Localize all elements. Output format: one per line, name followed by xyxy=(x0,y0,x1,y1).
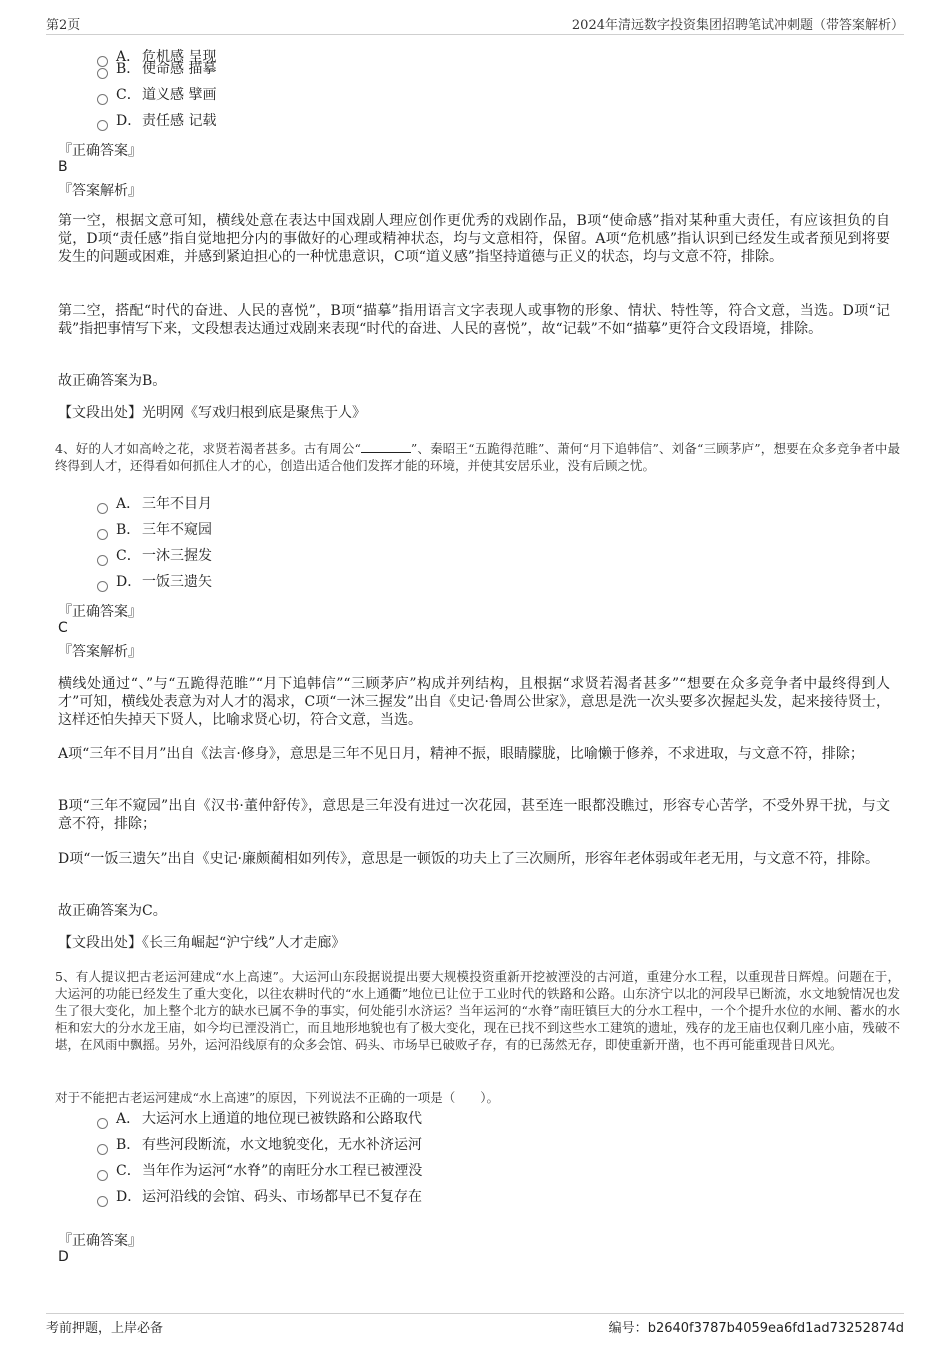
option-d[interactable]: D．责任感 记载 xyxy=(97,112,216,130)
radio-icon[interactable] xyxy=(97,1196,108,1207)
fill-blank xyxy=(361,440,411,453)
option-c[interactable]: C．一沐三握发 xyxy=(97,547,212,565)
radio-icon[interactable] xyxy=(97,94,108,105)
option-b[interactable]: B． 有些河段断流，水文地貌变化，无水补济运河 xyxy=(97,1136,422,1154)
radio-icon[interactable] xyxy=(97,120,108,131)
document-code: 编号：b2640f3787b4059ea6fd1ad73252874d xyxy=(608,1321,904,1336)
question-stem: 4、好的人才如高岭之花，求贤若渴者甚多。古有周公“ ”、秦昭王“五跪得范睢”、萧何“月下追韩信”、刘备“三顾茅庐”，想要在众多竞争者中最终得到人才，还得看如何抓住人才的心，创造出适合他们发挥才能的环境，并使其安居乐业，没有后顾之忧。 xyxy=(55,441,900,473)
page-footer xyxy=(46,1313,904,1334)
answer-value: B xyxy=(58,159,68,175)
analysis-paragraph: 横线处通过“、”与“五跪得范睢”“月下追韩信”“三顾茅庐”构成并列结构，且根据“求贤若渴者甚多”“想要在众多竞争者中最终得到人才”可知，横线处表意为对人才的渴求，C项“一沐三握发”出自《史记·鲁周公世家》，意思是洗一次头要多次握起头发，起来接待贤士，这样还怕失掉天下贤人，比喻求贤心切，符合文意，当选。 xyxy=(58,676,890,728)
source-citation: 【文段出处】光明网《写戏归根到底是聚焦于人》 xyxy=(58,405,366,421)
question-stem: 5、有人提议把古老运河建成“水上高速”。大运河山东段据说提出要大规模投资重新开挖被湮没的古河道，重建分水工程，以重现昔日辉煌。问题在于，大运河的功能已经发生了重大变化，以往农耕时代的“水上通衢”地位已让位于工业时代的铁路和公路。山东济宁以北的河段早已断流，水文地貌情况也发生了很大变化，加上整个北方的缺水已属不争的事实，何处能引水济运？当年运河的“水脊”南旺镇巨大的分水工程中，一个个提升水位的水闸、蓄水的水柜和宏大的分水龙王庙，如今均已湮没消亡，而且地形地貌也有了极大变化，现在已找不到这些水工建筑的遗址，残存的龙王庙也仅剩几座小庙，残破不堪，在风雨中飘摇。另外，运河沿线原有的众多会馆、码头、市场早已破败孑存，有的已荡然无存，即使重新开凿，也不再可能重现昔日风光。 xyxy=(55,969,900,1052)
analysis-paragraph: B项“三年不窥园”出自《汉书·董仲舒传》，意思是三年没有进过一次花园，甚至连一眼都没瞧过，形容专心苦学，不受外界干扰，与文意不符，排除； xyxy=(58,798,890,832)
radio-icon[interactable] xyxy=(97,1170,108,1181)
analysis-label: 『答案解析』 xyxy=(58,183,142,199)
radio-icon[interactable] xyxy=(97,581,108,592)
analysis-paragraph: 第一空，根据文意可知，横线处意在表达中国戏剧人理应创作更优秀的戏剧作品，B项“使命感”指对某种重大责任，有应该担负的自觉，D项“责任感”指自觉地把分内的事做好的心理或精神状态，均与文意相符，保留。A项“危机感”指认识到已经发生或者预见到将要发生的问题或困难，并感到紧迫担心的一种忧患意识，C项“道义感”指坚持道德与正义的状态，均与文意不符，排除。 xyxy=(58,213,890,265)
document-title: 2024年清远数字投资集团招聘笔试冲刺题（带答案解析） xyxy=(571,18,904,33)
answer-value: C xyxy=(58,620,68,636)
analysis-conclusion: 故正确答案为C。 xyxy=(58,903,167,919)
answer-label: 『正确答案』 xyxy=(58,1233,142,1249)
source-citation: 【文段出处】《长三角崛起“沪宁线”人才走廊》 xyxy=(58,935,346,951)
analysis-paragraph: 第二空，搭配“时代的奋进、人民的喜悦”，B项“描摹”指用语言文字表现人或事物的形象、情状、特性等，符合文意，当选。D项“记载”指把事情写下来，文段想表达通过戏剧来表现“时代的奋进、人民的喜悦”，故“记载”不如“描摹”更符合文段语境，排除。 xyxy=(58,303,890,337)
radio-icon[interactable] xyxy=(97,1118,108,1129)
option-c[interactable]: C．道义感 擘画 xyxy=(97,86,216,104)
radio-icon[interactable] xyxy=(97,503,108,514)
option-a[interactable]: A． 危机感 呈现 xyxy=(97,48,216,66)
option-b[interactable]: B． 三年不窥园 xyxy=(97,521,212,539)
option-b[interactable]: B． 使命感 描摹 xyxy=(97,60,216,78)
radio-icon[interactable] xyxy=(97,529,108,540)
page-number: 第2页 xyxy=(46,18,81,33)
option-c[interactable]: C．当年作为运河“水脊”的南旺分水工程已被湮没 xyxy=(97,1162,422,1180)
option-d[interactable]: D．一饭三遗矢 xyxy=(97,573,212,591)
page-header xyxy=(46,10,904,35)
radio-icon[interactable] xyxy=(97,68,108,79)
question-prompt: 对于不能把古老运河建成“水上高速”的原因，下列说法不正确的一项是（ ）。 xyxy=(55,1090,500,1105)
footer-slogan: 考前押题，上岸必备 xyxy=(46,1321,164,1336)
analysis-paragraph: D项“一饭三遗矢”出自《史记·廉颇蔺相如列传》，意思是一顿饭的功夫上了三次厕所，形容年老体弱或年老无用，与文意不符，排除。 xyxy=(58,851,879,867)
analysis-label: 『答案解析』 xyxy=(58,644,142,660)
answer-label: 『正确答案』 xyxy=(58,604,142,620)
radio-icon[interactable] xyxy=(97,555,108,566)
option-a[interactable]: A． 三年不目月 xyxy=(97,495,212,513)
option-d[interactable]: D．运河沿线的会馆、码头、市场都早已不复存在 xyxy=(97,1188,422,1206)
answer-value: D xyxy=(58,1249,69,1265)
analysis-conclusion: 故正确答案为B。 xyxy=(58,373,167,389)
option-a[interactable]: A． 大运河水上通道的地位现已被铁路和公路取代 xyxy=(97,1110,422,1128)
radio-icon[interactable] xyxy=(97,1144,108,1155)
analysis-paragraph: A项“三年不目月”出自《法言·修身》，意思是三年不见日月，精神不振，眼睛朦胧，比喻懒于修养，不求进取，与文意不符，排除； xyxy=(58,746,864,762)
answer-label: 『正确答案』 xyxy=(58,143,142,159)
